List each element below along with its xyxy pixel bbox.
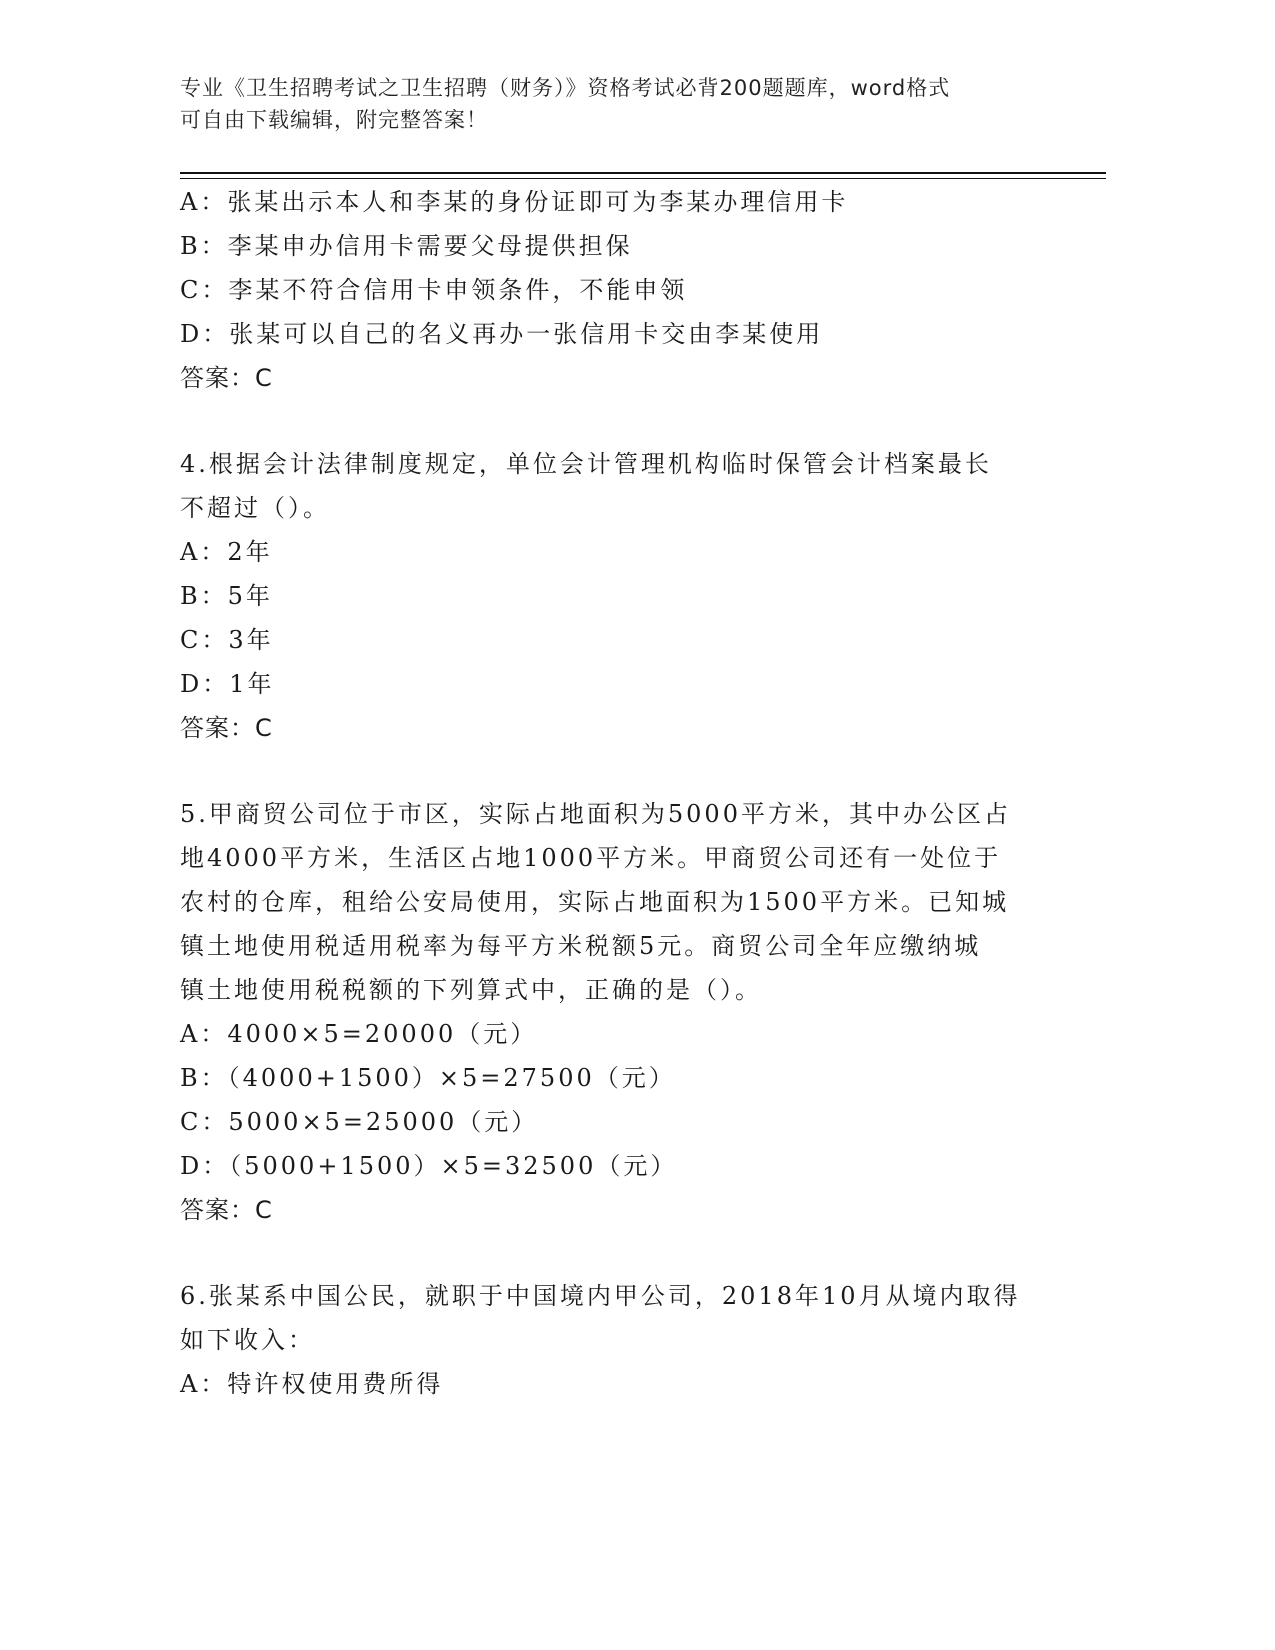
option-c: C：3年 — [180, 626, 274, 654]
question-6 — [180, 1274, 1040, 1406]
option-d: D：（5000+1500）×5=32500（元） — [180, 1152, 678, 1180]
option-b: B：5年 — [180, 582, 273, 610]
question-text-line: 不超过（）。 — [180, 494, 330, 522]
option-b: B：李某申办信用卡需要父母提供担保 — [180, 232, 633, 260]
question-content — [180, 180, 1040, 1406]
option-d: D：1年 — [180, 670, 275, 698]
answer: 答案：C — [180, 1196, 273, 1224]
option-a: A：2年 — [180, 538, 273, 566]
question-5 — [180, 792, 1040, 1232]
document-header — [180, 72, 1040, 136]
question-text-line: 4.根据会计法律制度规定，单位会计管理机构临时保管会计档案最长 — [180, 450, 992, 478]
option-d: D：张某可以自己的名义再办一张信用卡交由李某使用 — [180, 320, 824, 348]
option-c: C：5000×5=25000（元） — [180, 1108, 539, 1136]
spacer — [180, 1232, 1040, 1274]
question-text-line: 镇土地使用税适用税率为每平方米税额5元。商贸公司全年应缴纳城 — [180, 932, 982, 960]
question-text-line: 如下收入： — [180, 1326, 315, 1354]
option-a: A：张某出示本人和李某的身份证即可为李某办理信用卡 — [180, 188, 849, 216]
question-text-line: 5.甲商贸公司位于市区，实际占地面积为5000平方米，其中办公区占 — [180, 800, 1011, 828]
option-a: A：特许权使用费所得 — [180, 1370, 444, 1398]
question-3 — [180, 180, 1040, 400]
header-rule-thick — [180, 172, 1106, 174]
option-c: C：李某不符合信用卡申领条件，不能申领 — [180, 276, 688, 304]
question-text-line: 6.张某系中国公民，就职于中国境内甲公司，2018年10月从境内取得 — [180, 1282, 1021, 1310]
header-rule-thin — [180, 178, 1106, 179]
spacer — [180, 750, 1040, 792]
question-text-line: 镇土地使用税税额的下列算式中，正确的是（）。 — [180, 976, 762, 1004]
question-text-line: 农村的仓库，租给公安局使用，实际占地面积为1500平方米。已知城 — [180, 888, 1010, 916]
option-a: A：4000×5=20000（元） — [180, 1020, 538, 1048]
answer: 答案：C — [180, 714, 273, 742]
option-b: B：（4000+1500）×5=27500（元） — [180, 1064, 676, 1092]
question-4 — [180, 442, 1040, 750]
question-text-line: 地4000平方米，生活区占地1000平方米。甲商贸公司还有一处位于 — [180, 844, 1002, 872]
answer: 答案：C — [180, 364, 273, 392]
header-line-1: 专业《卫生招聘考试之卫生招聘（财务）》资格考试必背200题题库，word格式 — [180, 76, 951, 100]
spacer — [180, 400, 1040, 442]
header-line-2: 可自由下载编辑，附完整答案！ — [180, 108, 488, 132]
